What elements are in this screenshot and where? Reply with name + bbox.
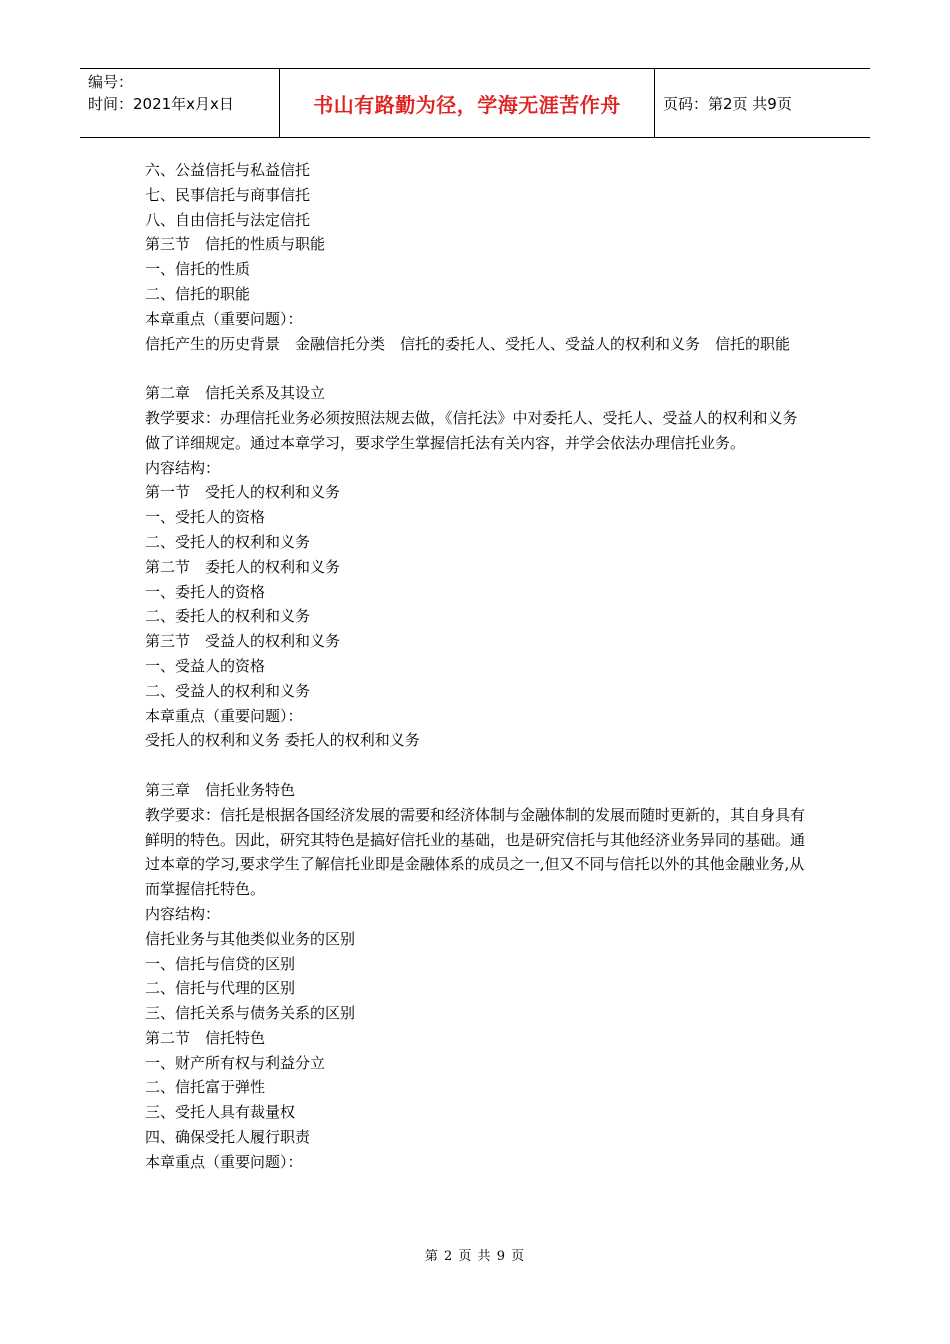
text-line: 本章重点（重要问题）： bbox=[145, 309, 303, 328]
text-line: 七、民事信托与商事信托 bbox=[145, 185, 311, 204]
text-line: 一、受益人的资格 bbox=[145, 656, 266, 675]
text-line: 一、受托人的资格 bbox=[145, 508, 266, 527]
text-line: 内容结构： bbox=[145, 458, 221, 477]
text-line: 本章重点（重要问题）： bbox=[145, 1152, 303, 1171]
text-line: 教学要求：信托是根据各国经济发展的需要和经济体制与金融体制的发展而随时更新的，其自身具有鲜明的特色。因此，研究其特色是搞好信托业的基础，也是研究信托与其他经济业务异同的基础。通过本章的学习,要求学生了解信托业即是金融体系的成员之一,但又不同与信托以外的其他金融业务,从而掌握信托特色。 bbox=[145, 805, 806, 899]
text-line: 二、受托人的权利和义务 bbox=[145, 532, 311, 551]
header-page-info: 页码：第2页 共9页 bbox=[663, 94, 792, 113]
text-line: 受托人的权利和义务 委托人的权利和义务 bbox=[145, 731, 420, 750]
text-line: 一、财产所有权与利益分立 bbox=[145, 1053, 326, 1072]
document-body bbox=[145, 158, 810, 1175]
text-line: 信托产生的历史背景 金融信托分类 信托的委托人、受托人、受益人的权利和义务 信托的职能 bbox=[145, 334, 791, 353]
text-line: 教学要求：办理信托业务必须按照法规去做，《信托法》中对委托人、受托人、受益人的权利和义务做了详细规定。通过本章学习，要求学生掌握信托法有关内容，并学会依法办理信托业务。 bbox=[145, 408, 798, 452]
text-line: 第一节 受托人的权利和义务 bbox=[145, 483, 341, 502]
text-line: 二、受益人的权利和义务 bbox=[145, 681, 311, 700]
text-line bbox=[145, 753, 810, 778]
text-line: 六、公益信托与私益信托 bbox=[145, 161, 311, 179]
text-line: 第二节 信托特色 bbox=[145, 1028, 266, 1047]
page-footer: 第 2 页 共 9 页 bbox=[424, 1249, 526, 1264]
text-line: 内容结构： bbox=[145, 904, 221, 923]
number-label: 编号： bbox=[88, 73, 134, 91]
text-line: 二、信托与代理的区别 bbox=[145, 979, 296, 998]
text-line: 二、信托的职能 bbox=[145, 284, 251, 303]
text-line: 第二章 信托关系及其设立 bbox=[145, 384, 326, 403]
text-line: 第三章 信托业务特色 bbox=[145, 780, 296, 799]
header-motto: 书山有路勤为径，学海无涯苦作舟 bbox=[280, 69, 655, 137]
text-line: 四、确保受托人履行职责 bbox=[145, 1128, 311, 1147]
text-line bbox=[145, 356, 810, 381]
header-meta bbox=[80, 69, 280, 137]
text-line: 本章重点（重要问题）： bbox=[145, 706, 303, 725]
text-line: 信托业务与其他类似业务的区别 bbox=[145, 929, 356, 948]
text-line: 第三节 受益人的权利和义务 bbox=[145, 632, 341, 651]
page-header bbox=[80, 68, 870, 138]
text-line: 一、信托的性质 bbox=[145, 260, 251, 279]
text-line: 一、信托与信贷的区别 bbox=[145, 954, 296, 973]
text-line: 第二节 委托人的权利和义务 bbox=[145, 557, 341, 576]
date-label: 时间：2021年x月x日 bbox=[88, 95, 234, 113]
text-line: 三、受托人具有裁量权 bbox=[145, 1103, 296, 1122]
text-line: 八、自由信托与法定信托 bbox=[145, 210, 311, 229]
text-line: 第三节 信托的性质与职能 bbox=[145, 235, 326, 254]
text-line: 二、信托富于弹性 bbox=[145, 1078, 266, 1097]
text-line: 一、委托人的资格 bbox=[145, 582, 266, 601]
text-line: 三、信托关系与债务关系的区别 bbox=[145, 1004, 356, 1023]
text-line: 二、委托人的权利和义务 bbox=[145, 607, 311, 626]
